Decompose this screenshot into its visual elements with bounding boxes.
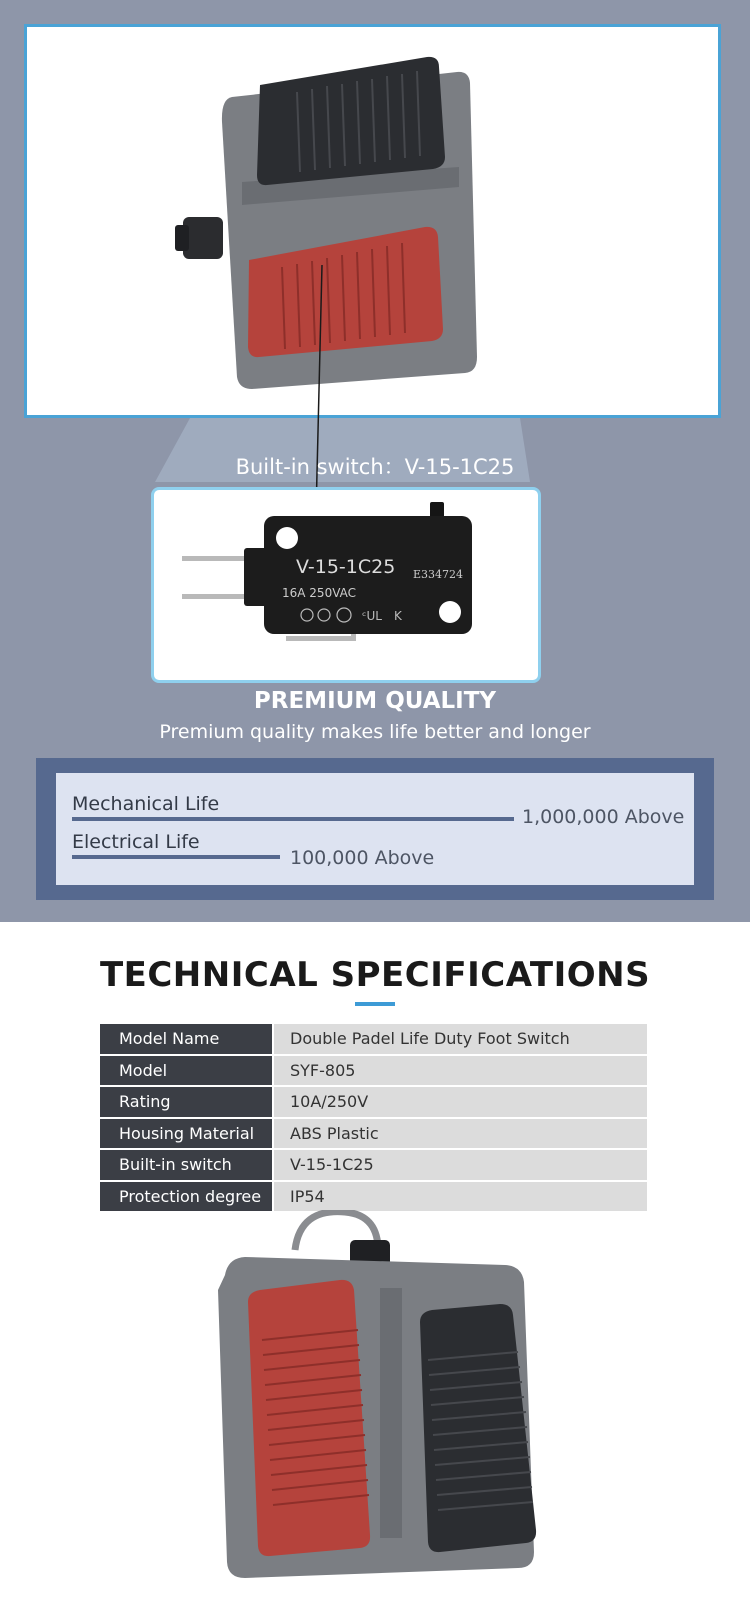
bottom-red-pedal <box>248 1280 370 1556</box>
microswitch-illustration <box>154 490 538 680</box>
spec-row <box>100 1182 647 1212</box>
premium-quality-title: PREMIUM QUALITY <box>253 688 497 714</box>
spec-value: V-15-1C25 <box>274 1150 647 1180</box>
product-photo-bottom <box>200 1210 550 1590</box>
spec-name: Rating <box>100 1087 272 1117</box>
spec-name: Built-in switch <box>100 1150 272 1180</box>
microswitch-frame <box>151 487 541 683</box>
life-box <box>36 758 714 900</box>
spec-row <box>100 1056 647 1086</box>
premium-quality-subtitle: Premium quality makes life better and longer <box>159 721 591 743</box>
electrical-life-bar <box>72 855 280 859</box>
life-box-inner <box>56 773 694 885</box>
electrical-life-label: Electrical Life <box>72 831 200 853</box>
mechanical-life-bar <box>72 817 514 821</box>
spec-row <box>100 1024 647 1054</box>
mechanical-life-value: 1,000,000 Above <box>522 806 685 828</box>
svg-text:ᶜUL: ᶜUL <box>362 609 382 623</box>
microswitch-model: V-15-1C25 <box>296 556 396 578</box>
technical-specifications-title: TECHNICAL SPECIFICATIONS <box>99 955 651 995</box>
svg-text:K: K <box>394 609 402 623</box>
spec-name: Model Name <box>100 1024 272 1054</box>
title-underline <box>355 1002 395 1006</box>
spec-row <box>100 1087 647 1117</box>
spec-value: IP54 <box>274 1182 647 1212</box>
spec-table <box>100 1024 647 1213</box>
spec-value: SYF-805 <box>274 1056 647 1086</box>
spec-row <box>100 1150 647 1180</box>
spec-row <box>100 1119 647 1149</box>
spec-name: Housing Material <box>100 1119 272 1149</box>
microswitch-rating: 16A 250VAC <box>282 586 357 600</box>
builtin-switch-label: Built-in switch：V-15-1C25 <box>235 455 515 479</box>
spec-value: 10A/250V <box>274 1087 647 1117</box>
spec-value: ABS Plastic <box>274 1119 647 1149</box>
microswitch-cert: E334724 <box>413 568 464 581</box>
electrical-life-value: 100,000 Above <box>290 847 435 869</box>
spec-name: Protection degree <box>100 1182 272 1212</box>
spec-name: Model <box>100 1056 272 1086</box>
mechanical-life-label: Mechanical Life <box>72 793 220 815</box>
spec-value: Double Padel Life Duty Foot Switch <box>274 1024 647 1054</box>
